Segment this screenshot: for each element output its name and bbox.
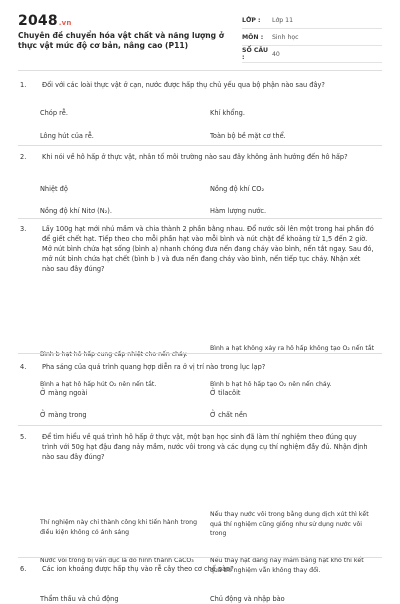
option-a[interactable]: Chóp rễ.	[40, 109, 68, 118]
meta-value: Sinh học	[272, 33, 299, 41]
question-2	[18, 152, 382, 216]
question-number: 5.	[20, 433, 27, 441]
option-a[interactable]: Ở màng ngoài	[40, 389, 88, 398]
separator	[18, 218, 382, 219]
option-c[interactable]: Nước vôi trong bị vẩn đục là do hình thành CaCO₃	[40, 557, 194, 565]
option-d[interactable]: Nếu thay hạt đang nảy mầm bằng hạt khô thì kết quả thí nghiệm vẫn không thay đổi.	[210, 557, 364, 574]
option-a[interactable]: Nhiệt độ	[40, 185, 68, 194]
page-title: Chuyên đề chuyển hóa vật chất và năng lượng ở thực vật mức độ cơ bản, nâng cao (P11)	[18, 31, 224, 51]
separator	[18, 70, 382, 71]
question-text: Pha sáng của quá trình quang hợp diễn ra ở vị trí nào trong lục lạp?	[42, 363, 266, 371]
site-logo[interactable]: 2048.vn	[18, 13, 72, 29]
question-number: 3.	[20, 225, 27, 233]
question-4	[18, 362, 382, 422]
option-a[interactable]: Thí nghiệm này chỉ thành công khi tiến hành trong điều kiện không có ánh sáng	[40, 519, 198, 536]
option-c[interactable]: Ở màng trong	[40, 411, 87, 420]
option-b[interactable]: Khí khổng.	[210, 109, 245, 118]
meta-label: SỐ CÂU :	[242, 47, 269, 61]
option-b[interactable]: Bình a hạt không xảy ra hô hấp không tạo O₂ nến tắt	[210, 345, 375, 353]
meta-row-count	[242, 46, 382, 63]
question-text: Lấy 100g hạt mới nhú mầm và chia thành 2 phần bằng nhau. Đổ nước sôi lên một trong hai phần đó để giết chết hạt. Tiếp theo cho mỗi phần hạt vào mỗi bình và nút chặt để khoảng từ 1,5 đến 2 giờ. Mở nút bình chứa hạt sống (bình a) nhanh chóng đưa nến đang cháy vào bình, nến tắt ngay. Sau đó, mở nút bình chứa hạt chết (bình b ) và đưa nến đang cháy vào bình, nến tiếp tục cháy. Nhận xét nào sau đây đúng?	[42, 225, 374, 274]
meta-value: Lớp 11	[272, 16, 294, 24]
option-b[interactable]: Nồng độ khí CO₂	[210, 185, 265, 194]
question-1	[18, 80, 382, 140]
separator	[18, 425, 382, 426]
question-number: 2.	[20, 153, 27, 161]
question-text: Đối với các loài thực vật ở cạn, nước được hấp thụ chủ yếu qua bộ phận nào sau đây?	[42, 81, 325, 89]
question-text: Các ion khoáng được hấp thụ vào rễ cây theo cơ chế nào?	[42, 565, 234, 573]
option-b[interactable]: Chủ động và nhập bào	[210, 595, 285, 604]
meta-label: MÔN :	[242, 33, 264, 41]
question-number: 1.	[20, 81, 27, 89]
meta-row-class	[242, 12, 382, 29]
header	[18, 0, 382, 62]
option-d[interactable]: Hàm lượng nước.	[210, 207, 267, 216]
separator	[18, 145, 382, 146]
question-6	[18, 564, 382, 604]
separator	[18, 353, 382, 354]
option-d[interactable]: Ở chất nền	[210, 411, 248, 420]
option-b[interactable]: Ở tilacôit	[210, 389, 241, 398]
option-c[interactable]: Nồng độ khí Nitơ (N₂).	[40, 207, 112, 216]
meta-table	[242, 12, 382, 63]
question-number: 4.	[20, 363, 27, 371]
option-d[interactable]: Bình b hạt hô hấp tạo O₂ nên nến cháy.	[210, 381, 332, 389]
option-c[interactable]: Bình a hạt hô hấp hút O₂ nên nến tắt.	[40, 381, 157, 389]
question-text: Khi nói về hô hấp ở thực vật, nhân tố môi trường nào sau đây không ảnh hưởng đến hô hấp?	[42, 153, 348, 161]
question-text: Để tìm hiểu về quá trình hô hấp ở thực vật, một bạn học sinh đã làm thí nghiệm theo đúng quy trình với 50g hạt đậu đang nảy mầm, nước vôi trong và các dụng cụ thí nghiệm đầy đủ. Nhận định nào sau đây đúng?	[42, 433, 368, 462]
separator	[18, 557, 382, 558]
option-d[interactable]: Toàn bộ bề mặt cơ thể.	[210, 132, 286, 141]
option-a[interactable]: Bình b hạt hô hấp cung cấp nhiệt cho nến cháy.	[40, 351, 188, 359]
meta-value: 40	[272, 50, 280, 58]
option-b[interactable]: Nếu thay nước vôi trong bằng dung dịch xút thì kết quả thí nghiệm cũng giống như sử dụng nước vôi trong	[210, 511, 369, 538]
meta-row-subject	[242, 29, 382, 46]
meta-label: LỚP :	[242, 16, 261, 24]
question-number: 6.	[20, 565, 27, 573]
option-c[interactable]: Lông hút của rễ.	[40, 132, 94, 141]
logo-suffix: .vn	[58, 19, 72, 27]
option-a[interactable]: Thẩm thấu và chủ động	[40, 595, 119, 604]
